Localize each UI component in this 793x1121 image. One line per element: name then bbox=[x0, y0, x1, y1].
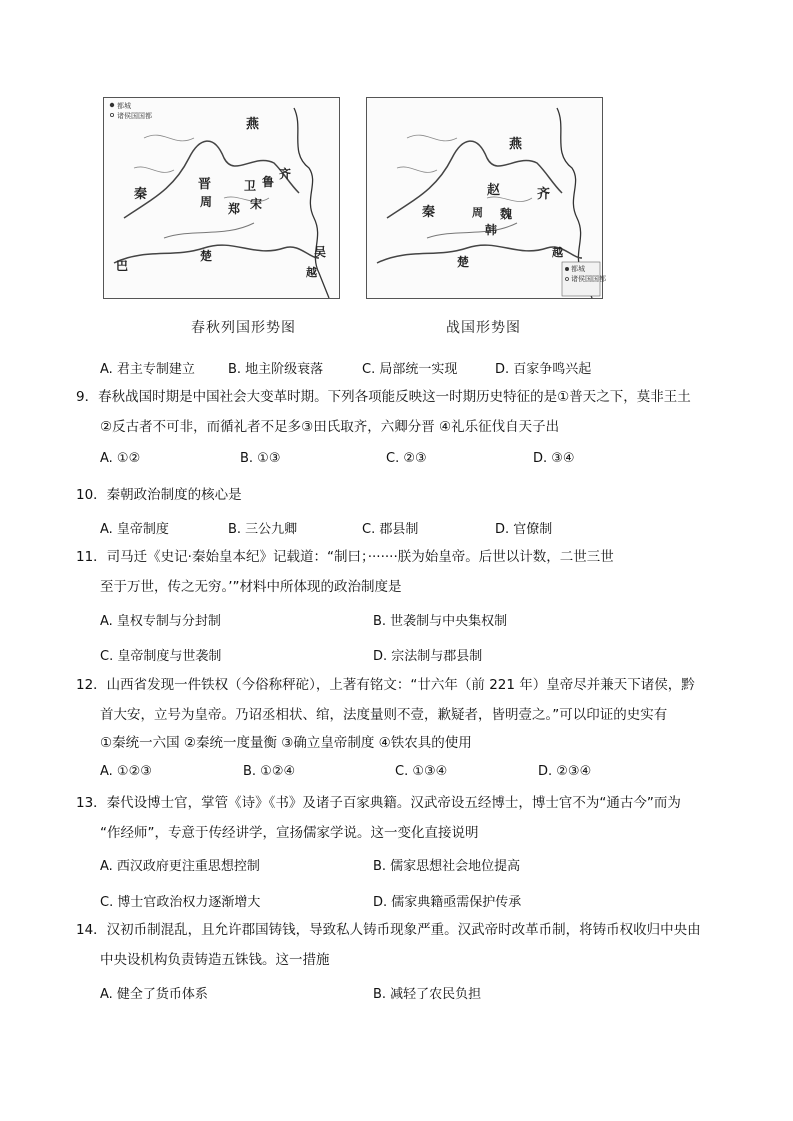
map-label-wu: 吴 bbox=[314, 245, 327, 259]
map-label-qin-2: 秦 bbox=[422, 205, 436, 220]
q11-option-c[interactable]: C. 皇帝制度与世袭制 bbox=[100, 649, 222, 664]
q9-stem-line2: ②反古者不可非，而循礼者不足多③田氏取齐，六卿分晋 ④礼乐征伐自天子出 bbox=[100, 419, 560, 435]
map-label-yue-2: 越 bbox=[552, 246, 563, 259]
map-label-yan: 燕 bbox=[246, 117, 260, 132]
q12-option-d[interactable]: D. ②③④ bbox=[538, 764, 592, 779]
legend-state-capital-2: 诸侯国国都 bbox=[571, 275, 606, 283]
q14-option-a[interactable]: A. 健全了货币体系 bbox=[100, 987, 208, 1002]
q13-option-a[interactable]: A. 西汉政府更注重思想控制 bbox=[100, 859, 260, 874]
q12-stem-line3: ①秦统一六国 ②秦统一度量衡 ③确立皇帝制度 ④铁农具的使用 bbox=[100, 735, 472, 751]
q11-option-b[interactable]: B. 世袭制与中央集权制 bbox=[373, 614, 508, 629]
q12-stem-line2: 首大安，立号为皇帝。乃诏丞相状、绾，法度量则不壹，歉疑者，皆明壹之。”可以印证的史实有 bbox=[100, 707, 668, 723]
map-label-jin: 晋 bbox=[198, 177, 212, 192]
q10-option-d[interactable]: D. 官僚制 bbox=[495, 522, 553, 537]
q13-option-b[interactable]: B. 儒家思想社会地位提高 bbox=[373, 859, 521, 874]
q8-option-d[interactable]: D. 百家争鸣兴起 bbox=[495, 362, 592, 377]
q11-option-a[interactable]: A. 皇权专制与分封制 bbox=[100, 614, 221, 629]
legend-capital: 都城 bbox=[117, 102, 131, 110]
q8-option-b[interactable]: B. 地主阶级衰落 bbox=[228, 362, 324, 377]
map-label-zhou-2: 周 bbox=[472, 206, 483, 219]
map-label-ba: 巴 bbox=[116, 259, 129, 273]
map-label-chu-2: 楚 bbox=[457, 255, 470, 269]
map-label-zhou: 周 bbox=[200, 195, 213, 209]
q13-stem-line1: 13．秦代设博士官，掌管《诗》《书》及诸子百家典籍。汉武帝设五经博士，博士官不为“通古今”而为 bbox=[76, 795, 681, 811]
q9-stem-line1: 9．春秋战国时期是中国社会大变革时期。下列各项能反映这一时期历史特征的是①普天之下，莫非王土 bbox=[76, 389, 691, 405]
spring-autumn-map bbox=[103, 97, 340, 299]
q12-stem-line1: 12．山西省发现一件铁权（今俗称秤砣），上著有铭文：“廿六年（前 221 年）皇帝尽并兼天下诸侯，黔 bbox=[76, 677, 695, 693]
q13-stem-line2: “作经师”，专意于传经讲学，宣扬儒家学说。这一变化直接说明 bbox=[100, 825, 479, 841]
q11-stem-line2: 至于万世，传之无穷。’”材料中所体现的政治制度是 bbox=[100, 579, 402, 595]
q8-option-a[interactable]: A. 君主专制建立 bbox=[100, 362, 195, 377]
q10-stem: 10．秦朝政治制度的核心是 bbox=[76, 487, 242, 503]
q12-option-c[interactable]: C. ①③④ bbox=[395, 764, 448, 779]
q10-option-b[interactable]: B. 三公九卿 bbox=[228, 522, 298, 537]
warring-states-map bbox=[366, 97, 606, 299]
map-label-qin: 秦 bbox=[134, 187, 148, 202]
q11-option-d[interactable]: D. 宗法制与郡县制 bbox=[373, 649, 483, 664]
map-label-qi-2: 齐 bbox=[537, 187, 551, 202]
map-label-wei-2: 魏 bbox=[500, 207, 513, 221]
q11-stem-line1: 11．司马迁《史记·秦始皇本纪》记载道：“制曰；·······朕为始皇帝。后世以计数，二世三世 bbox=[76, 549, 614, 565]
map-label-zhao-2: 赵 bbox=[487, 183, 501, 198]
map-label-zheng: 郑 bbox=[228, 202, 241, 216]
q9-option-a[interactable]: A. ①② bbox=[100, 451, 141, 466]
q13-option-c[interactable]: C. 博士官政治权力逐渐增大 bbox=[100, 895, 261, 910]
q10-option-a[interactable]: A. 皇帝制度 bbox=[100, 522, 169, 537]
q14-stem-line2: 中央设机构负责铸造五铢钱。这一措施 bbox=[100, 952, 330, 968]
warring-states-map-caption: 战国形势图 bbox=[446, 320, 521, 336]
q8-option-c[interactable]: C. 局部统一实现 bbox=[362, 362, 458, 377]
map-label-song: 宋 bbox=[250, 197, 263, 211]
q9-option-c[interactable]: C. ②③ bbox=[386, 451, 427, 466]
map-label-han-2: 韩 bbox=[485, 223, 498, 237]
q14-option-b[interactable]: B. 减轻了农民负担 bbox=[373, 987, 482, 1002]
q12-option-a[interactable]: A. ①②③ bbox=[100, 764, 152, 779]
spring-autumn-map-drawing bbox=[104, 98, 339, 298]
warring-states-map-drawing bbox=[367, 98, 606, 298]
q10-option-c[interactable]: C. 郡县制 bbox=[362, 522, 419, 537]
q14-stem-line1: 14．汉初币制混乱，且允许郡国铸钱，导致私人铸币现象严重。汉武帝时改革币制，将铸币权收归中央由 bbox=[76, 922, 701, 938]
q12-option-b[interactable]: B. ①②④ bbox=[243, 764, 296, 779]
map-label-qi: 齐 bbox=[279, 167, 292, 181]
q9-option-b[interactable]: B. ①③ bbox=[240, 451, 281, 466]
map-label-chu: 楚 bbox=[200, 249, 213, 263]
map-label-wei: 卫 bbox=[244, 179, 257, 193]
map-figure bbox=[103, 97, 608, 337]
map-label-yue: 越 bbox=[306, 266, 317, 279]
map-label-lu: 鲁 bbox=[262, 175, 275, 189]
q9-option-d[interactable]: D. ③④ bbox=[533, 451, 575, 466]
spring-autumn-map-caption: 春秋列国形势图 bbox=[191, 320, 296, 336]
legend-capital-2: 都城 bbox=[571, 265, 585, 273]
q13-option-d[interactable]: D. 儒家典籍亟需保护传承 bbox=[373, 895, 522, 910]
legend-state-capital: 诸侯国国都 bbox=[117, 112, 152, 120]
map-label-yan-2: 燕 bbox=[509, 137, 523, 152]
